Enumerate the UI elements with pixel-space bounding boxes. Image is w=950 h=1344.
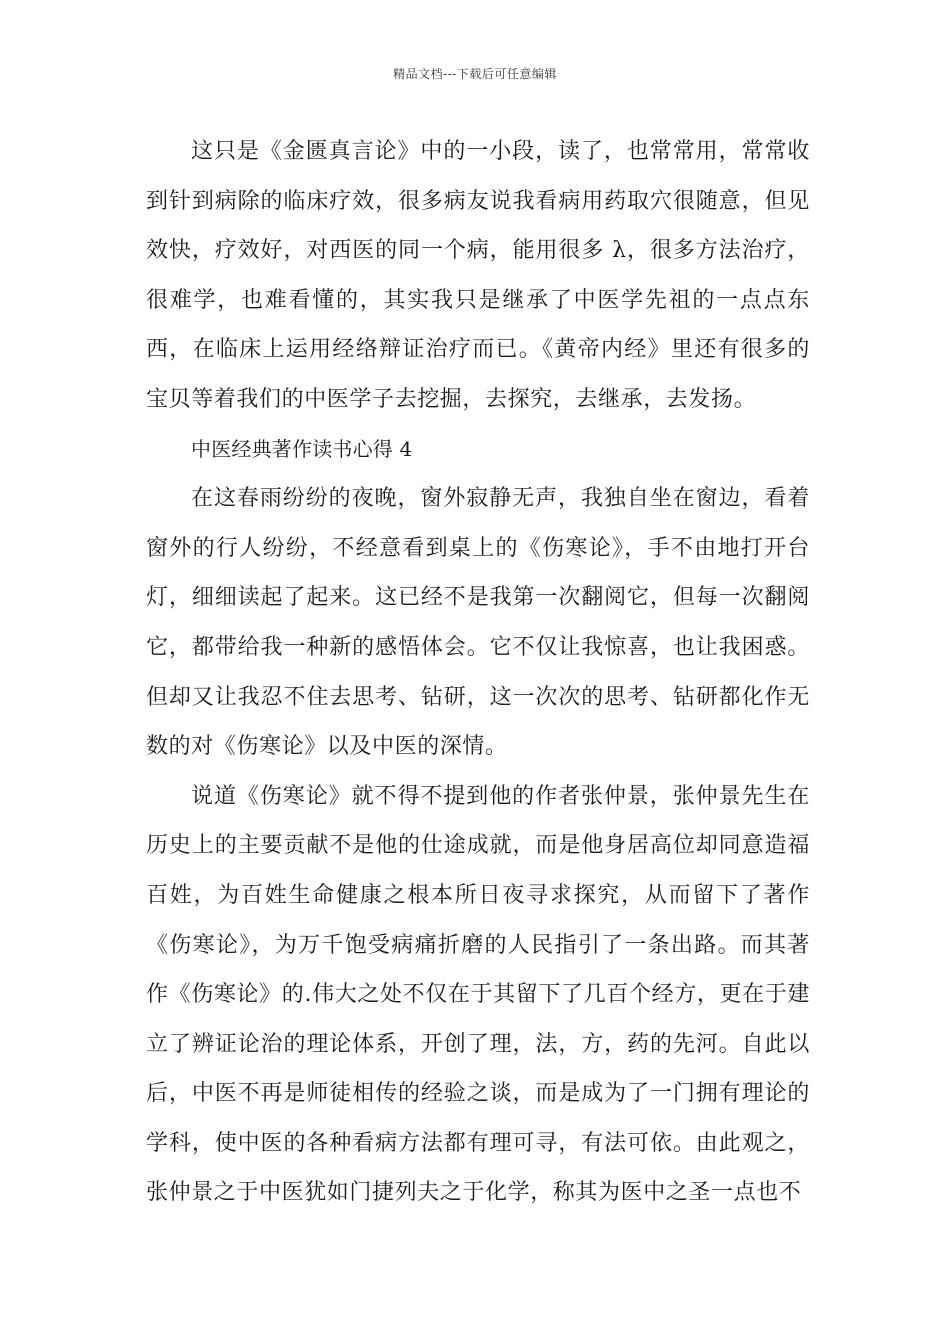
paragraph: 这只是《金匮真言论》中的一小段，读了，也常常用，常常收到针到病除的临床疗效，很多病友说我看病用药取穴很随意，但见效快，疗效好，对西医的同一个病，能用很多 λ，很多方法治疗，很难学，也难看懂的，其实我只是继承了中医学先祖的一点点东西，在临床上运用经络辩证治疗而已。《黄帝内经》里还有很多的宝贝等着我们的中医学子去挖掘，去探究，去继承，去发扬。 (146, 139, 810, 412)
page-header: 精品文档---下载后可任意编辑 (393, 67, 557, 81)
section-heading: 中医经典著作读书心得 4 (191, 436, 413, 461)
paragraph: 在这春雨纷纷的夜晚，窗外寂静无声，我独自坐在窗边，看着窗外的行人纷纷，不经意看到桌上的《伤寒论》，手不由地打开台灯，细细读起了起来。这已经不是我第一次翻阅它，但每一次翻阅它，都带给我一种新的感悟体会。它不仅让我惊喜，也让我困惑。但却又让我忍不住去思考、钻研，这一次次的思考、钻研都化作无数的对《伤寒论》以及中医的深情。 (146, 486, 810, 760)
document-body (146, 127, 810, 1218)
paragraph: 说道《伤寒论》就不得不提到他的作者张仲景，张仲景先生在历史上的主要贡献不是他的仕途成就，而是他身居高位却同意造福百姓，为百姓生命健康之根本所日夜寻求探究，从而留下了著作《伤寒论》，为万千饱受病痛折磨的人民指引了一条出路。而其著作《伤寒论》的.伟大之处不仅在于其留下了几百个经方，更在于建立了辨证论治的理论体系，开创了理，法，方，药的先河。自此以后，中医不再是师徒相传的经验之谈，而是成为了一门拥有理论的学科，使中医的各种看病方法都有理可寻，有法可依。由此观之，张仲景之于中医犹如门捷列夫之于化学，称其为医中之圣一点也不 (146, 783, 810, 1206)
